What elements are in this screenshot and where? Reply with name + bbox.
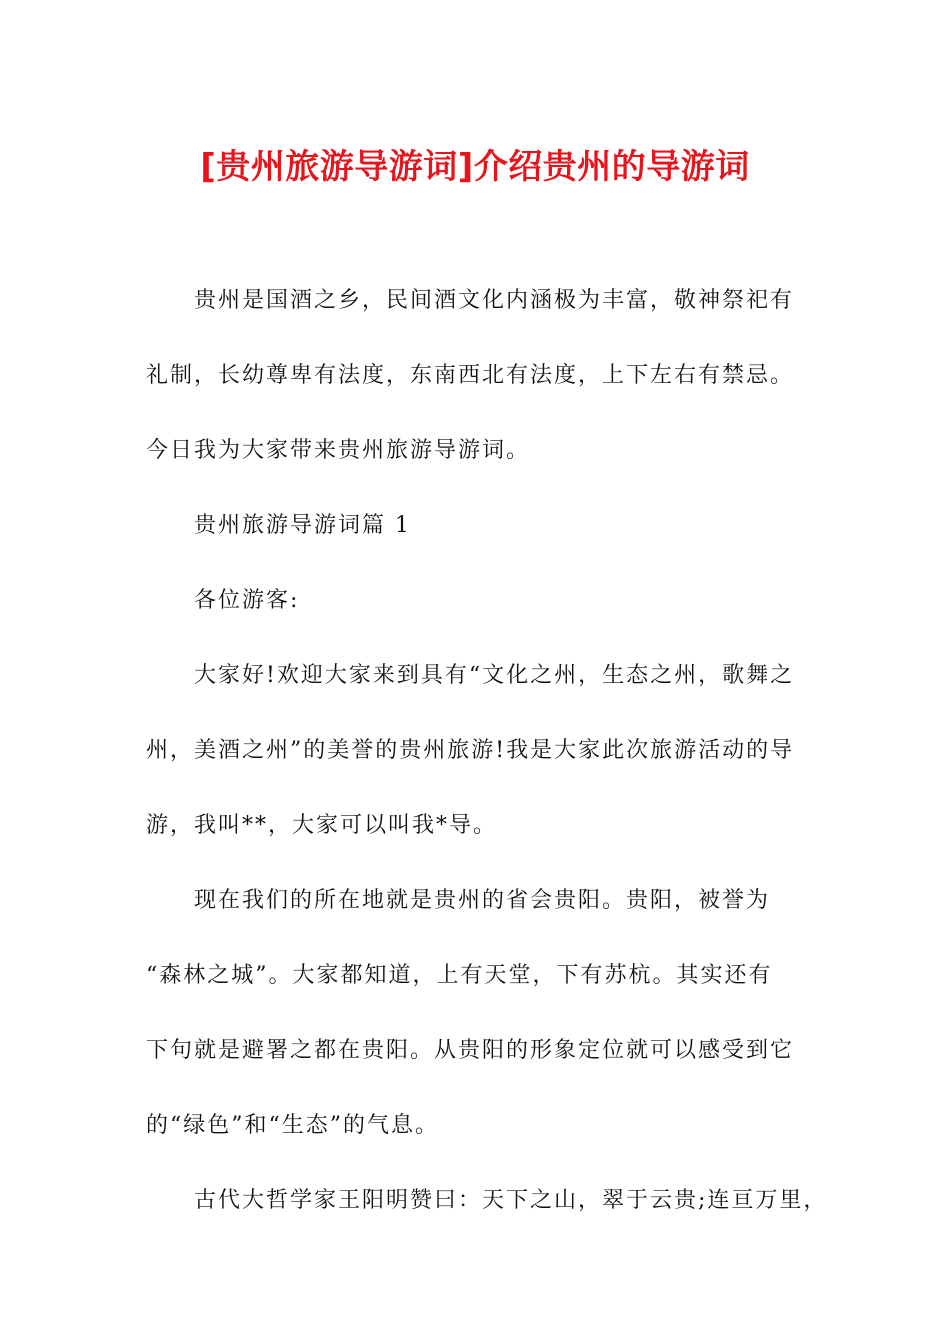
paragraph-line: 礼制，长幼尊卑有法度，东南西北有法度，上下左右有禁忌。 [146,363,795,388]
paragraph-line: 现在我们的所在地就是贵州的省会贵阳。贵阳，被誉为 [194,888,771,913]
greeting-line: 各位游客: [194,588,300,613]
paragraph-line: 州，美酒之州”的美誉的贵州旅游!我是大家此次旅游活动的导 [146,738,795,763]
document-title: [贵州旅游导游词]介绍贵州的导游词 [200,147,750,187]
paragraph-line: 游，我叫**，大家可以叫我*导。 [146,813,498,838]
paragraph-line: “森林之城”。大家都知道，上有天堂，下有苏杭。其实还有 [146,963,773,988]
paragraph-line: 下句就是避署之都在贵阳。从贵阳的形象定位就可以感受到它 [146,1038,795,1063]
section-heading: 贵州旅游导游词篇 1 [194,513,411,538]
paragraph-line: 的“绿色”和“生态”的气息。 [146,1113,439,1138]
paragraph-line: 今日我为大家带来贵州旅游导游词。 [146,438,531,463]
paragraph-line: 古代大哲学家王阳明赞曰：天下之山，翠于云贵;连亘万里， [194,1188,828,1213]
paragraph-line: 贵州是国酒之乡，民间酒文化内涵极为丰富，敬神祭祀有 [194,288,795,313]
paragraph-line: 大家好!欢迎大家来到具有“文化之州，生态之州，歌舞之 [194,663,795,688]
